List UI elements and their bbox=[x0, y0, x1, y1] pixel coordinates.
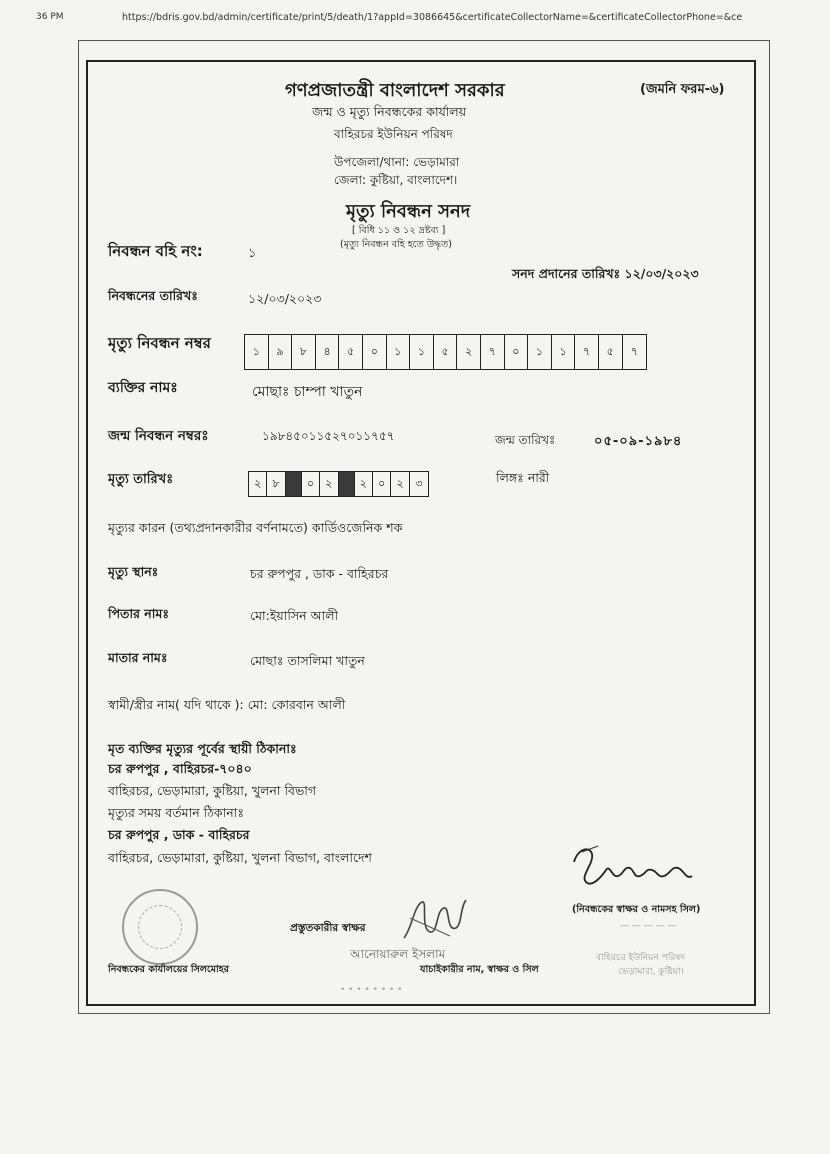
date-of-birth-value: ০৫-০৯-১৯৮৪ bbox=[594, 434, 683, 449]
date-separator bbox=[286, 472, 302, 496]
birth-registration-label: জন্ম নিবন্ধন নম্বরঃ bbox=[108, 428, 209, 444]
sex: লিঙ্গঃ নারী bbox=[496, 470, 550, 485]
union-council: বাহিরচর ইউনিয়ন পরিষদ bbox=[334, 127, 453, 141]
date-of-death-label: মৃত্যু তারিখঃ bbox=[108, 472, 174, 487]
dod-digit: ২ bbox=[320, 472, 338, 496]
birth-registration-value: ১৯৮৪৫০১১৫২৭০১১৭৫৭ bbox=[262, 429, 395, 443]
registrar-signature bbox=[568, 842, 698, 894]
reg-digit: ৫ bbox=[599, 335, 623, 369]
dod-digit: ০ bbox=[373, 472, 391, 496]
registrar-faint-place: ভেড়ামারা, কুষ্টিয়া। bbox=[618, 967, 684, 977]
place-of-death-label: মৃত্যু স্থানঃ bbox=[108, 564, 159, 579]
person-name-value: মোছাঃ চাম্পা খাতুন bbox=[252, 384, 363, 400]
upazila: উপজেলা/থানা: ভেড়ামারা bbox=[334, 155, 460, 169]
reg-digit: ৭ bbox=[575, 335, 599, 369]
reg-digit: ৭ bbox=[481, 335, 505, 369]
browser-url[interactable]: https://bdris.gov.bd/admin/certificate/print/5/death/1?appId=3086645&certificateCollectorName=&certificateCollectorPhone=&ce bbox=[122, 12, 743, 23]
date-of-death-boxes bbox=[248, 471, 429, 497]
reg-digit: ৫ bbox=[434, 335, 458, 369]
certificate-title: মৃত্যু নিবন্ধন সনদ bbox=[346, 201, 471, 222]
permanent-address-line: বাহিরচর, ভেড়ামারা, কুষ্টিয়া, খুলনা বিভাগ bbox=[108, 783, 317, 798]
reg-digit: ৭ bbox=[630, 344, 638, 358]
dod-digit: ২ bbox=[249, 472, 267, 496]
office-name: জন্ম ও মৃত্যু নিবন্ধকের কার্যালয় bbox=[312, 104, 467, 119]
preparer-signature bbox=[400, 888, 470, 948]
registration-date-label: নিবন্ধনের তারিখঃ bbox=[108, 288, 198, 303]
extract-note: (মৃত্যু নিবন্ধন বহি হতে উদ্ধৃত) bbox=[340, 239, 452, 250]
person-name-label: ব্যক্তির নামঃ bbox=[108, 380, 178, 396]
reg-digit: ১ bbox=[387, 335, 411, 369]
issue-date: সনদ প্রদানের তারিখঃ ১২/০৩/২০২৩ bbox=[512, 266, 699, 281]
preparer-signature-label: প্রস্তুতকারীর স্বাক্ষর bbox=[290, 922, 366, 934]
father-name-label: পিতার নামঃ bbox=[108, 606, 169, 621]
book-number-label: নিবন্ধন বহি নং: bbox=[108, 242, 203, 260]
preparer-name: আনোয়ারুল ইসলাম bbox=[350, 947, 446, 961]
present-address-line: চর রুপপুর , ডাক - বাহিরচর bbox=[108, 827, 250, 842]
registrar-caption: (নিবন্ধকের স্বাক্ষর ও নামসহ সিল) bbox=[572, 904, 701, 915]
faint-stamp-text: • • • • • • • • bbox=[340, 985, 403, 995]
reg-digit: ০ bbox=[505, 335, 529, 369]
father-name-value: মো:ইয়াসিন আলী bbox=[250, 608, 339, 623]
reg-digit: ১ bbox=[528, 335, 552, 369]
faint-stamp-text: — — — — — bbox=[620, 921, 677, 931]
date-separator bbox=[339, 472, 355, 496]
form-number: (জমনি ফরম-৬) bbox=[640, 82, 725, 97]
reg-digit: ১ bbox=[552, 335, 576, 369]
permanent-address-heading: মৃত ব্যক্তির মৃত্যুর পূর্বের স্থায়ী ঠিকানাঃ bbox=[108, 741, 297, 756]
permanent-address-line: চর রুপপুর , বাহিরচর-৭০৪০ bbox=[108, 761, 252, 776]
reg-digit: ৮ bbox=[292, 335, 316, 369]
rule-note: [ বিধি ১১ ও ১২ দ্রষ্টব্য ] bbox=[352, 225, 446, 236]
registrar-faint-union: বাহিরচর ইউনিয়ন পরিষদ bbox=[596, 953, 686, 963]
browser-time: 36 PM bbox=[36, 12, 64, 22]
place-of-death-value: চর রুপপুর , ডাক - বাহিরচর bbox=[250, 566, 389, 581]
verifier-caption: যাচাইকারীর নাম, স্বাক্ষর ও সিল bbox=[420, 964, 539, 975]
date-of-birth-label: জন্ম তারিখঃ bbox=[495, 433, 556, 447]
dod-digit: ০ bbox=[302, 472, 320, 496]
dod-digit: ৮ bbox=[267, 472, 285, 496]
spouse-name: স্বামী/স্ত্রীর নাম( যদি থাকে ): মো: কোরবান আলী bbox=[108, 697, 346, 712]
dod-digit: ২ bbox=[391, 472, 409, 496]
reg-digit: ৫ bbox=[339, 335, 363, 369]
registration-date-value: ১২/০৩/২০২৩ bbox=[248, 291, 322, 306]
office-seal-inner bbox=[138, 905, 182, 949]
mother-name-label: মাতার নামঃ bbox=[108, 650, 168, 665]
district: জেলা: কুষ্টিয়া, বাংলাদেশ। bbox=[334, 173, 458, 187]
seal-caption: নিবন্ধকের কার্যালয়ের সিলমোহর bbox=[108, 964, 229, 975]
death-registration-number-boxes bbox=[244, 334, 647, 370]
reg-digit: ৯ bbox=[269, 335, 293, 369]
present-address-line: বাহিরচর, ভেড়ামারা, কুষ্টিয়া, খুলনা বিভাগ, বাংলাদেশ bbox=[108, 850, 372, 865]
cause-of-death: মৃত্যুর কারন (তথ্যপ্রদানকারীর বর্ণনামতে) কার্ডিওজেনিক শক bbox=[108, 520, 403, 535]
book-number-value: ১ bbox=[248, 246, 257, 261]
dod-digit: ২ bbox=[355, 472, 373, 496]
dod-digit: ৩ bbox=[415, 476, 423, 490]
death-registration-label: মৃত্যু নিবন্ধন নম্বর bbox=[108, 334, 211, 352]
government-title: গণপ্রজাতন্ত্রী বাংলাদেশ সরকার bbox=[285, 80, 505, 101]
reg-digit: ১ bbox=[245, 335, 269, 369]
present-address-heading: মৃত্যুর সময় বর্তমান ঠিকানাঃ bbox=[108, 805, 245, 820]
reg-digit: ১ bbox=[410, 335, 434, 369]
reg-digit: ০ bbox=[363, 335, 387, 369]
reg-digit: ৪ bbox=[316, 335, 340, 369]
mother-name-value: মোছাঃ তাসলিমা খাতুন bbox=[250, 653, 365, 668]
reg-digit: ২ bbox=[457, 335, 481, 369]
